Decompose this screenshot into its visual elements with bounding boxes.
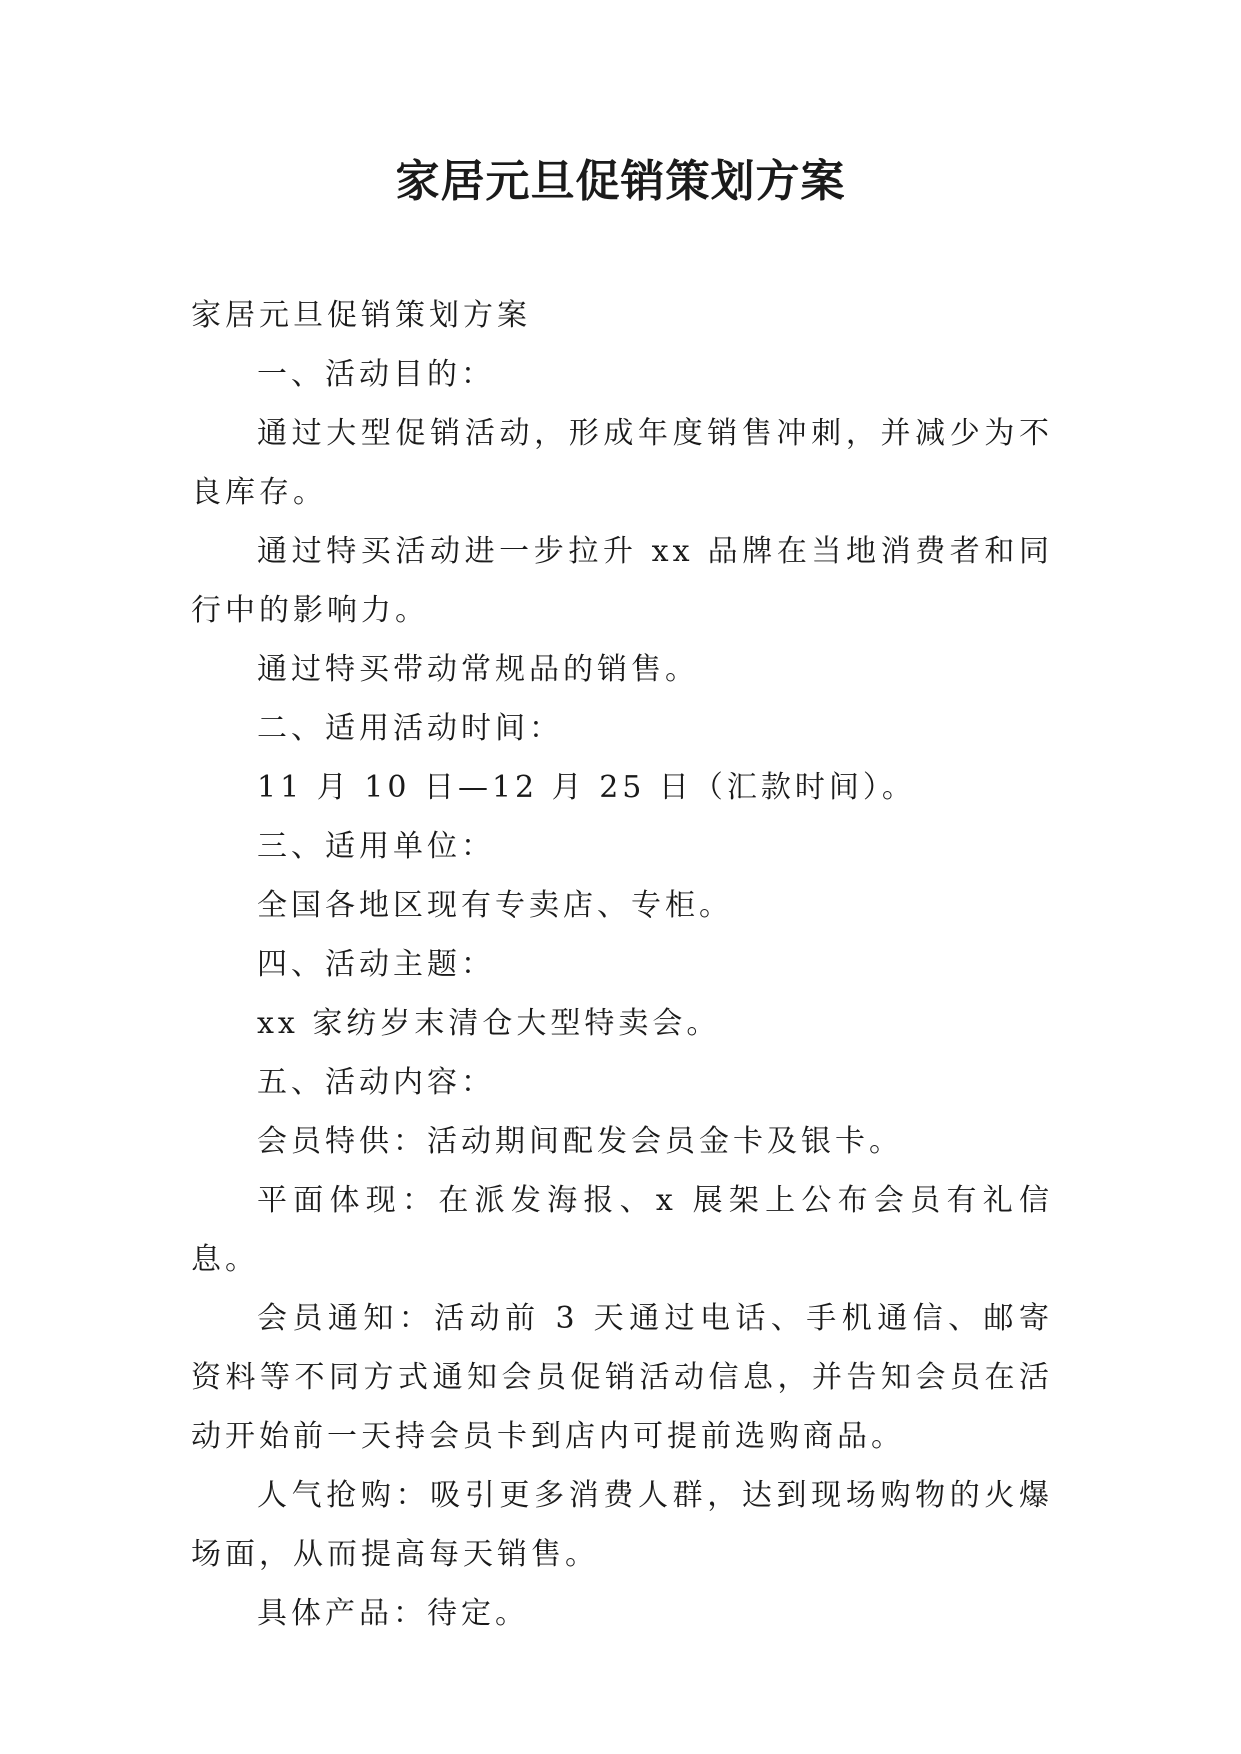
paragraph: 通过特买带动常规品的销售。 bbox=[257, 652, 699, 687]
paragraph: 11 月 10 日—12 月 25 日（汇款时间）。 bbox=[257, 770, 916, 805]
document-body bbox=[191, 286, 1053, 1643]
section-heading-time: 二、适用活动时间： bbox=[257, 711, 563, 746]
paragraph: xx 家纺岁末清仓大型特卖会。 bbox=[257, 1006, 721, 1041]
paragraph: 具体产品：待定。 bbox=[257, 1596, 529, 1631]
document-title: 家居元旦促销策划方案 bbox=[395, 156, 846, 207]
paragraph: 全国各地区现有专卖店、专柜。 bbox=[257, 888, 733, 923]
paragraph: 通过特买活动进一步拉升 xx 品牌在当地消费者和同行中的影响力。 bbox=[191, 534, 1053, 628]
paragraph: 人气抢购：吸引更多消费人群，达到现场购物的火爆场面，从而提高每天销售。 bbox=[191, 1478, 1053, 1572]
paragraph: 会员特供：活动期间配发会员金卡及银卡。 bbox=[257, 1124, 903, 1159]
section-heading-content: 五、活动内容： bbox=[257, 1065, 495, 1100]
paragraph: 平面体现：在派发海报、x 展架上公布会员有礼信息。 bbox=[191, 1183, 1053, 1277]
section-heading-theme: 四、活动主题： bbox=[257, 947, 495, 982]
paragraph: 会员通知：活动前 3 天通过电话、手机通信、邮寄资料等不同方式通知会员促销活动信息，并告知会员在活动开始前一天持会员卡到店内可提前选购商品。 bbox=[191, 1301, 1053, 1454]
paragraph-subtitle: 家居元旦促销策划方案 bbox=[191, 298, 531, 333]
section-heading-purpose: 一、活动目的： bbox=[257, 357, 495, 392]
paragraph: 通过大型促销活动，形成年度销售冲刺，并减少为不良库存。 bbox=[191, 416, 1053, 510]
section-heading-units: 三、适用单位： bbox=[257, 829, 495, 864]
